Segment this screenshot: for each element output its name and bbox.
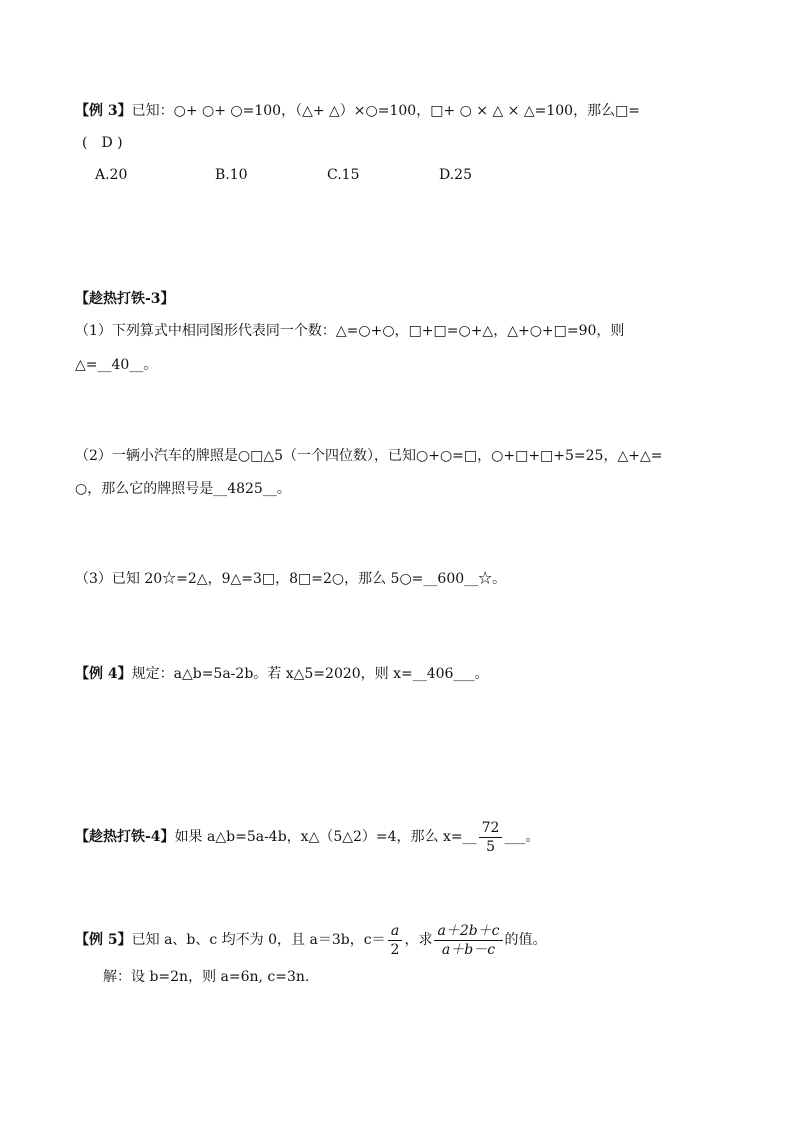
c-fraction [388,922,403,959]
example-4-text: 规定：a△b=5a-2b。若 x△5=2020，则 x=__406___。 [131,666,489,682]
option-d: D.25 [439,167,472,183]
drill-4-text-after: ___。 [504,829,540,845]
c-fraction-denominator: 2 [390,941,400,958]
drill-3-q2-line2: ○，那么它的牌照号是__4825__。 [75,481,291,497]
drill-4-label: 【趁热打铁-4】 [75,829,175,845]
option-c: C.15 [327,167,360,183]
option-b: B.10 [215,167,248,183]
drill-4-text-before: 如果 a△b=5a-4b，x△（5△2）=4，那么 x=__ [174,829,477,845]
example-5-text-after: 的值。 [504,932,547,948]
example-3-stem [75,101,640,121]
expression-denominator: a＋b－c [441,941,496,958]
example-5-text-before: 已知 a、b、c 均不为 0，且 a＝3b，c＝ [131,932,386,948]
drill-3-q1-line1: （1）下列算式中相同图形代表同一个数：△=○+○，□+□=○+△，△+○+□=90，则 [75,323,625,339]
drill-3-heading: 【趁热打铁-3】 [75,291,175,307]
drill-4 [75,815,539,859]
example-5-solution: 解：设 b=2n，则 a=6n, c=3n. [103,969,310,985]
drill-4-fraction-denominator: 5 [486,838,496,855]
c-fraction-numerator: a [388,922,403,941]
drill-3-q3: （3）已知 20☆=2△，9△=3□，8□=2○，那么 5○=__600__☆。 [75,571,507,587]
drill-4-fraction [479,819,503,856]
example-4-label: 【例 4】 [75,666,132,682]
example-4 [75,664,488,684]
drill-3-q1-line2: △=__40__。 [75,357,158,373]
expression-fraction [434,922,502,959]
example-3-label: 【例 3】 [75,103,132,119]
drill-3-q2-line1: （2）一辆小汽车的牌照是○□△5（一个四位数），已知○+○=□，○+□+□+5=25，△+△= [75,448,663,464]
example-5-text-mid: ，求 [404,932,433,948]
example-5 [75,918,547,962]
expression-numerator: a＋2b＋c [434,922,502,941]
example-5-label: 【例 5】 [75,932,132,948]
option-a: A.20 [95,167,128,183]
drill-4-fraction-numerator: 72 [479,819,503,838]
example-3-text: 已知：○+ ○+ ○=100，（△+ △）×○=100，□+ ○ × △ × △=100，那么□= [131,103,641,119]
example-3-answer: ( D ) [82,135,123,151]
